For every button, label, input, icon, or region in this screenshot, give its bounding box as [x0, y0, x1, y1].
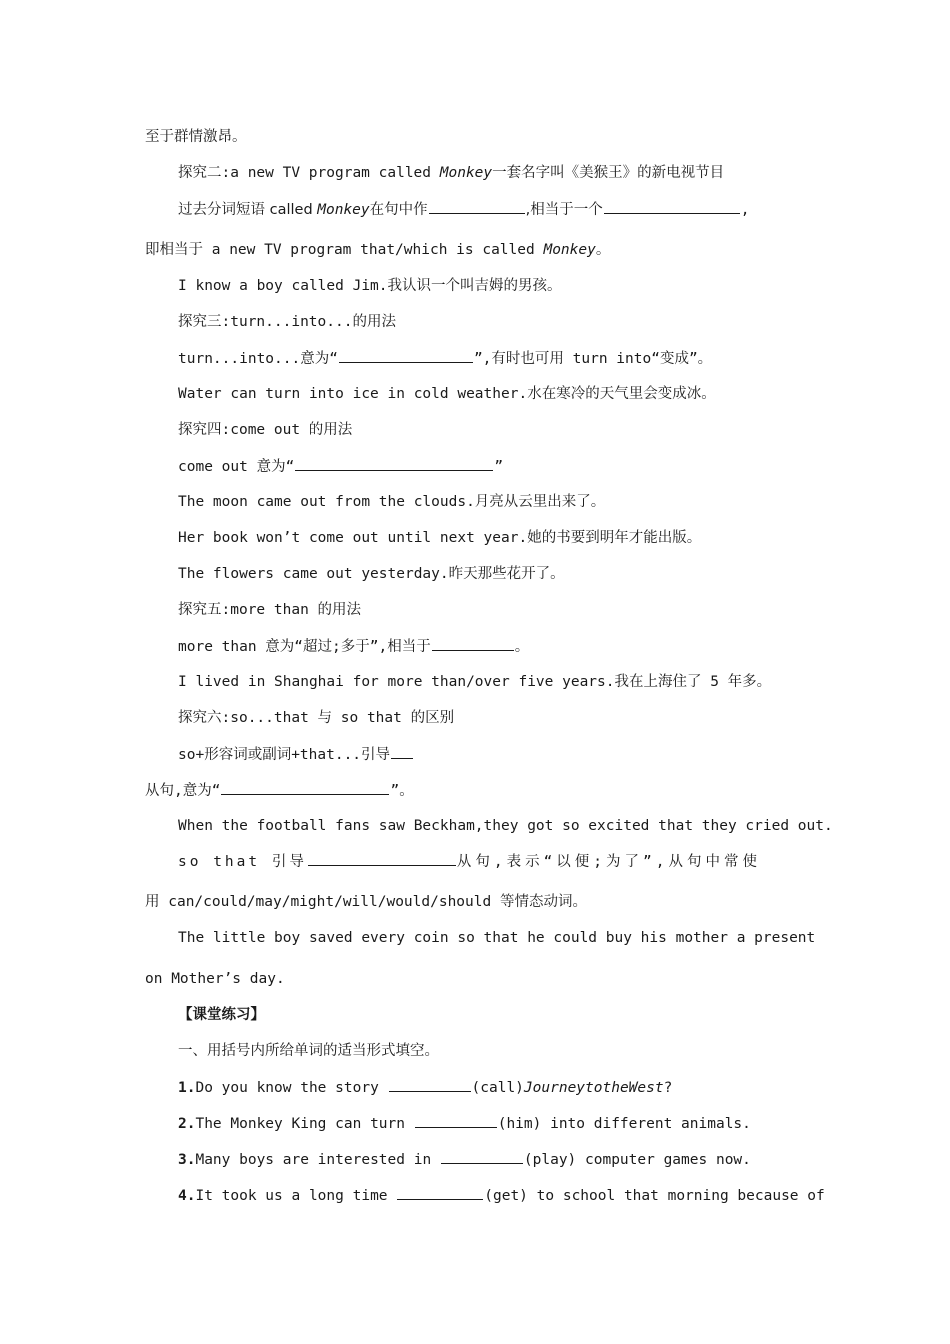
text-line-content: I know a boy called Jim.我认识一个叫吉姆的男孩。 — [178, 278, 562, 294]
text-segment: 从句,表示“以便;为了”,从句中常使 — [456, 854, 761, 870]
answer-blank[interactable] — [308, 851, 456, 866]
heading-text: 探究二:a new TV program called — [178, 165, 440, 181]
example-sentence — [178, 492, 605, 512]
question-hint: (play) computer games now. — [523, 1152, 751, 1168]
text-segment: 过去分词短语 called — [178, 202, 318, 218]
question-number: 4. — [178, 1188, 196, 1204]
question-text: Many boys are interested in — [195, 1152, 440, 1168]
section-heading-3 — [178, 312, 396, 332]
text-segment: 。 — [595, 242, 611, 258]
text-line — [178, 199, 750, 220]
question-hint: (him) into different animals. — [497, 1116, 751, 1132]
instruction-text: 一、用括号内所给单词的适当形式填空。 — [178, 1043, 439, 1059]
text-line-content: Her book won’t come out until next year.她的书要到明年才能出版。 — [178, 530, 702, 546]
text-segment: turn...into...意为“ — [178, 351, 338, 367]
section-heading-4 — [178, 420, 352, 440]
exercise-instruction — [178, 1041, 439, 1061]
text-segment: so that 引导 — [178, 854, 307, 870]
answer-blank[interactable] — [339, 348, 473, 363]
italic-title: JourneytotheWest — [523, 1080, 664, 1096]
example-sentence — [178, 816, 833, 836]
heading-translation: 一套名字叫《美猴王》的新电视节目 — [492, 165, 725, 181]
answer-blank[interactable] — [397, 1185, 483, 1200]
question-hint: (call) — [471, 1080, 524, 1096]
answer-blank[interactable] — [415, 1113, 497, 1128]
text-line — [178, 851, 806, 872]
text-line — [178, 636, 529, 657]
text-line — [178, 456, 503, 477]
text-segment: ”,有时也可用 turn into“变成”。 — [473, 351, 713, 367]
answer-blank[interactable] — [429, 199, 525, 214]
answer-blank[interactable] — [221, 780, 389, 795]
text-line-content: When the football fans saw Beckham,they got so excited that they cried out. — [178, 818, 833, 834]
example-sentence — [145, 969, 285, 989]
section-title-text: 【课堂练习】 — [178, 1007, 265, 1023]
answer-blank[interactable] — [389, 1077, 471, 1092]
section-heading-5 — [178, 600, 361, 620]
text-line-content: The flowers came out yesterday.昨天那些花开了。 — [178, 566, 565, 582]
answer-blank[interactable] — [295, 456, 493, 471]
text-segment: come out 意为“ — [178, 459, 295, 475]
question-text: ? — [663, 1080, 673, 1096]
text-line — [178, 348, 712, 369]
question-number: 3. — [178, 1152, 196, 1168]
question-text: Do you know the story — [195, 1080, 388, 1096]
text-segment: so+形容词或副词+that...引导 — [178, 747, 391, 763]
answer-blank[interactable] — [391, 744, 413, 759]
text-line-content: on Mother’s day. — [145, 971, 285, 987]
exercise-question-3 — [178, 1149, 751, 1170]
italic-title: Monkey — [317, 202, 370, 218]
answer-blank[interactable] — [604, 199, 740, 214]
text-line-content: The moon came out from the clouds.月亮从云里出来了。 — [178, 494, 606, 510]
question-number: 2. — [178, 1116, 196, 1132]
text-line-content: 用 can/could/may/might/will/would/should 等情态动词。 — [145, 894, 587, 910]
example-sentence — [178, 564, 565, 584]
italic-title: Monkey — [439, 165, 493, 181]
text-line — [145, 240, 610, 260]
exercise-question-2 — [178, 1113, 751, 1134]
example-sentence — [178, 672, 771, 692]
text-line-content: The little boy saved every coin so that he could buy his mother a present — [178, 930, 816, 946]
text-line-content: Water can turn into ice in cold weather.水在寒冷的天气里会变成冰。 — [178, 386, 716, 402]
text-segment: 。 — [514, 639, 530, 655]
text-segment: ”。 — [390, 783, 414, 799]
section-heading-2 — [178, 163, 724, 183]
heading-text: 探究六:so...that 与 so that 的区别 — [178, 710, 455, 726]
exercise-question-1 — [178, 1077, 672, 1098]
heading-text: 探究四:come out 的用法 — [178, 422, 353, 438]
example-sentence — [178, 276, 562, 296]
answer-blank[interactable] — [441, 1149, 523, 1164]
question-text: The Monkey King can turn — [195, 1116, 414, 1132]
text-line-content: I lived in Shanghai for more than/over five years.我在上海住了 5 年多。 — [178, 674, 772, 690]
text-segment: ,相当于一个 — [525, 202, 603, 218]
text-segment: , — [740, 202, 750, 218]
example-sentence — [178, 928, 815, 948]
text-line — [178, 744, 414, 765]
section-heading-6 — [178, 708, 454, 728]
text-segment: more than 意为“超过;多于”,相当于 — [178, 639, 431, 655]
answer-blank[interactable] — [432, 636, 514, 651]
question-number: 1. — [178, 1080, 196, 1096]
heading-text: 探究五:more than 的用法 — [178, 602, 362, 618]
text-line — [145, 127, 247, 147]
section-title — [178, 1005, 265, 1025]
text-line — [145, 780, 414, 801]
question-hint: (get) to school that morning because of — [484, 1188, 825, 1204]
example-sentence — [178, 384, 716, 404]
italic-title: Monkey — [543, 242, 596, 258]
text-segment: 从句,意为“ — [145, 783, 221, 799]
example-sentence — [178, 528, 701, 548]
heading-text: 探究三:turn...into...的用法 — [178, 314, 396, 330]
text-segment: ” — [494, 459, 504, 475]
text-segment: 即相当于 a new TV program that/which is called — [145, 242, 544, 258]
text-segment: 在句中作 — [369, 202, 428, 218]
text-line — [145, 892, 587, 912]
text-line-content: 至于群情激昂。 — [145, 129, 247, 145]
exercise-question-4 — [178, 1185, 825, 1206]
question-text: It took us a long time — [195, 1188, 397, 1204]
